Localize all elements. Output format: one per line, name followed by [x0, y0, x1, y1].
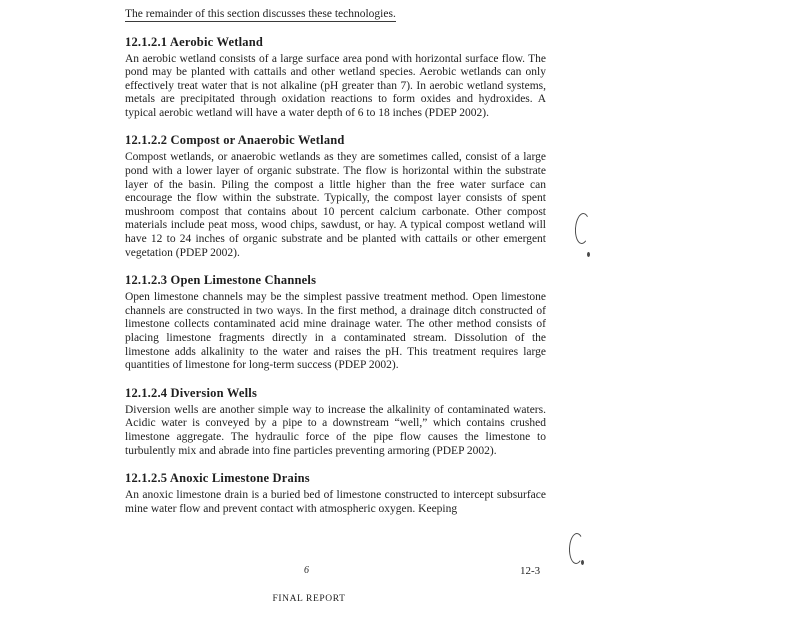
intro-paragraph [125, 8, 546, 22]
section-diversion-wells [125, 386, 546, 458]
section-body: Open limestone channels may be the simplest passive treatment method. Open limestone channels are constructed in two ways. In the first method, a drainage ditch constructed of limestone collects contaminated acid mine drainage water. The other method consists of placing limestone fragments directly in a contaminated stream. Dissolution of the limestone adds alkalinity to the water and raises the pH. This treatment requires large quantities of limestone for long-term success (PDEP 2002). [125, 291, 546, 372]
margin-dot-mark [581, 560, 584, 565]
section-heading: 12.1.2.4 Diversion Wells [125, 385, 258, 400]
report-footer-label: FINAL REPORT [272, 594, 346, 604]
section-open-limestone-channels [125, 273, 546, 373]
document-content [125, 8, 546, 516]
section-heading: 12.1.2.5 Anoxic Limestone Drains [125, 471, 310, 486]
section-body: Diversion wells are another simple way to increase the alkalinity of contaminated waters. Acidic water is conveyed by a pipe to a downstream “well,” which contains crushed limestone aggregate. The hydraulic force of the pipe flow causes the limestone to turbulently mix and abrade into fine particles preventing armoring (PDEP 2002). [125, 403, 546, 457]
page-number: 12-3 [520, 565, 541, 577]
section-heading: 12.1.2.3 Open Limestone Channels [125, 273, 317, 288]
section-compost-anaerobic-wetland [125, 133, 546, 260]
margin-curve-mark [574, 213, 591, 245]
section-anoxic-limestone-drains [125, 471, 546, 516]
footer-center-mark: 6 [304, 565, 309, 576]
section-body: An anoxic limestone drain is a buried bed of limestone constructed to intercept subsurface mine water flow and prevent contact with atmospheric oxygen. Keeping [125, 489, 546, 515]
section-body: An aerobic wetland consists of a large surface area pond with horizontal surface flow. The pond may be planted with cattails and other wetland species. Aerobic wetlands can only effectively treat water that is not alkaline (pH greater than 7). In aerobic wetland systems, metals are precipitated through oxidation reactions to form oxides and hydroxides. A typical aerobic wetland will have a water depth of 6 to 18 inches (PDEP 2002). [125, 52, 546, 119]
margin-dot-mark [587, 252, 590, 257]
section-aerobic-wetland [125, 35, 546, 121]
intro-text: The remainder of this section discusses these technologies. [125, 8, 396, 20]
section-heading: 12.1.2.1 Aerobic Wetland [125, 34, 264, 49]
section-body: Compost wetlands, or anaerobic wetlands as they are sometimes called, consist of a large pond with a lower layer of organic substrate. The flow is horizontal within the substrate layer of the basin. Piling the compost a little higher than the free water surface can encourage the flow within the substrate. Typically, the compost layer consists of spent mushroom compost that contains about 10 percent calcium carbonate. Other compost materials include peat moss, wood chips, sawdust, or hay. A typical compost wetland will have 12 to 24 inches of organic substrate and be planted with cattails or other emergent vegetation (PDEP 2002). [125, 151, 546, 259]
section-heading: 12.1.2.2 Compost or Anaerobic Wetland [125, 133, 345, 148]
